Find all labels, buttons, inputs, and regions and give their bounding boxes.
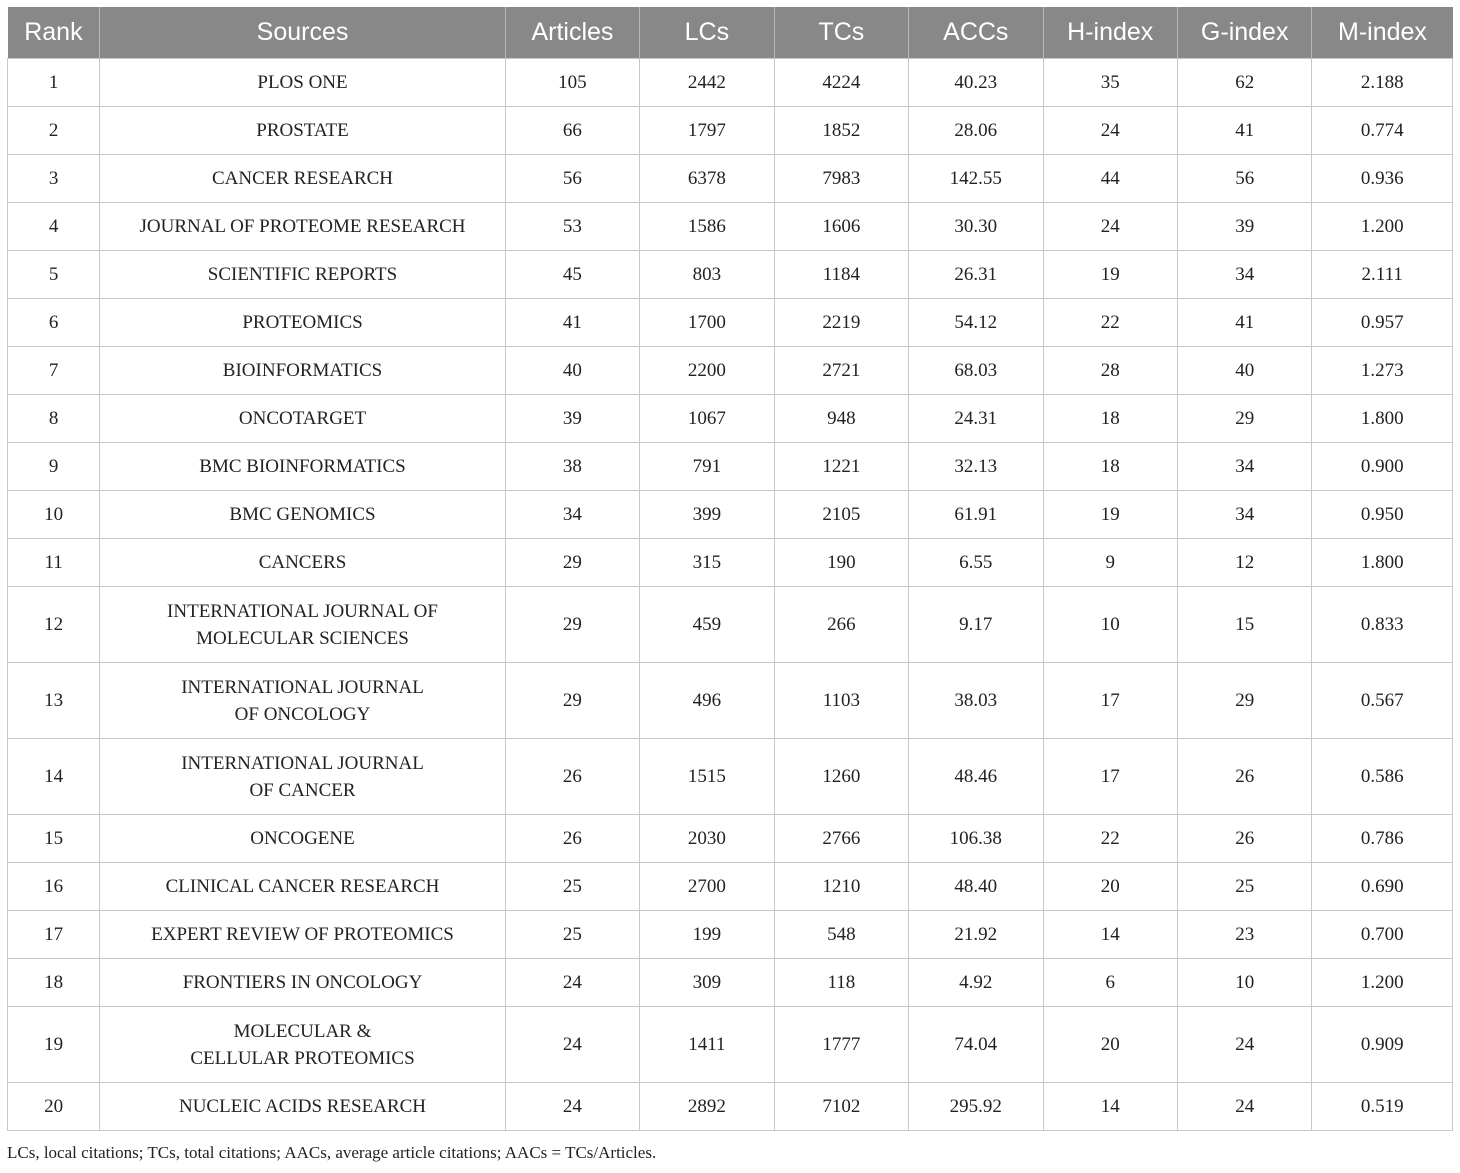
cell-rank: 16 (8, 863, 100, 911)
source-name-line: BIOINFORMATICS (222, 360, 383, 381)
cell-m-index: 1.200 (1312, 203, 1453, 251)
source-name-line: PROTEOMICS (242, 312, 363, 333)
cell-rank: 5 (8, 251, 100, 299)
cell-m-index: 0.900 (1312, 443, 1453, 491)
header-articles: Articles (505, 7, 639, 59)
cell-articles: 39 (505, 395, 639, 443)
table-row (8, 739, 1453, 815)
cell-g-index: 39 (1177, 203, 1311, 251)
source-name-line: CANCER RESEARCH (211, 168, 394, 189)
cell-source (100, 815, 505, 863)
cell-rank: 17 (8, 911, 100, 959)
cell-h-index: 24 (1043, 107, 1177, 155)
cell-rank: 14 (8, 739, 100, 815)
cell-articles: 34 (505, 491, 639, 539)
source-name-line: INTERNATIONAL JOURNAL OF (167, 600, 438, 622)
header-row (8, 7, 1453, 59)
cell-rank: 12 (8, 587, 100, 663)
cell-lcs: 1797 (640, 107, 774, 155)
cell-rank: 8 (8, 395, 100, 443)
cell-source (100, 1007, 505, 1083)
header-lcs: LCs (640, 7, 774, 59)
cell-articles: 66 (505, 107, 639, 155)
cell-tcs: 190 (774, 539, 908, 587)
cell-g-index: 12 (1177, 539, 1311, 587)
cell-h-index: 22 (1043, 299, 1177, 347)
source-name-line: OF CANCER (249, 779, 356, 801)
sources-table (7, 7, 1453, 1131)
source-name-line: OF ONCOLOGY (234, 703, 371, 725)
cell-g-index: 56 (1177, 155, 1311, 203)
source-name-line: MOLECULAR SCIENCES (196, 627, 409, 649)
cell-h-index: 22 (1043, 815, 1177, 863)
source-name-line: JOURNAL OF PROTEOME RESEARCH (139, 216, 466, 237)
cell-tcs: 7102 (774, 1083, 908, 1131)
cell-source (100, 347, 505, 395)
cell-source (100, 59, 505, 107)
cell-accs: 40.23 (909, 59, 1043, 107)
source-name-line: PLOS ONE (257, 72, 348, 93)
cell-h-index: 44 (1043, 155, 1177, 203)
cell-source (100, 491, 505, 539)
data-table-container (7, 7, 1453, 1131)
cell-lcs: 1411 (640, 1007, 774, 1083)
cell-g-index: 23 (1177, 911, 1311, 959)
cell-accs: 6.55 (909, 539, 1043, 587)
cell-rank: 20 (8, 1083, 100, 1131)
table-row (8, 59, 1453, 107)
cell-accs: 21.92 (909, 911, 1043, 959)
source-name-line: ONCOGENE (250, 828, 355, 849)
header-m-index: M-index (1312, 7, 1453, 59)
cell-m-index: 0.586 (1312, 739, 1453, 815)
source-name-line: BMC BIOINFORMATICS (199, 456, 406, 477)
table-row (8, 491, 1453, 539)
cell-articles: 40 (505, 347, 639, 395)
header-accs: ACCs (909, 7, 1043, 59)
cell-rank: 3 (8, 155, 100, 203)
cell-source (100, 299, 505, 347)
table-row (8, 1007, 1453, 1083)
cell-accs: 4.92 (909, 959, 1043, 1007)
cell-h-index: 6 (1043, 959, 1177, 1007)
cell-source (100, 107, 505, 155)
cell-lcs: 496 (640, 663, 774, 739)
table-row (8, 395, 1453, 443)
cell-source (100, 911, 505, 959)
cell-tcs: 118 (774, 959, 908, 1007)
cell-rank: 2 (8, 107, 100, 155)
cell-g-index: 41 (1177, 107, 1311, 155)
source-name-line: BMC GENOMICS (229, 504, 376, 525)
cell-g-index: 25 (1177, 863, 1311, 911)
table-row (8, 959, 1453, 1007)
cell-rank: 11 (8, 539, 100, 587)
cell-lcs: 2892 (640, 1083, 774, 1131)
cell-h-index: 14 (1043, 1083, 1177, 1131)
cell-g-index: 34 (1177, 251, 1311, 299)
cell-articles: 38 (505, 443, 639, 491)
header-sources: Sources (100, 7, 505, 59)
cell-h-index: 19 (1043, 491, 1177, 539)
cell-tcs: 1777 (774, 1007, 908, 1083)
cell-articles: 53 (505, 203, 639, 251)
cell-rank: 18 (8, 959, 100, 1007)
cell-m-index: 0.936 (1312, 155, 1453, 203)
cell-g-index: 29 (1177, 395, 1311, 443)
cell-lcs: 1700 (640, 299, 774, 347)
cell-rank: 19 (8, 1007, 100, 1083)
header-tcs: TCs (774, 7, 908, 59)
cell-tcs: 548 (774, 911, 908, 959)
cell-g-index: 26 (1177, 739, 1311, 815)
cell-tcs: 1606 (774, 203, 908, 251)
cell-accs: 38.03 (909, 663, 1043, 739)
cell-source (100, 739, 505, 815)
cell-m-index: 0.774 (1312, 107, 1453, 155)
cell-lcs: 6378 (640, 155, 774, 203)
cell-accs: 106.38 (909, 815, 1043, 863)
cell-articles: 25 (505, 911, 639, 959)
cell-lcs: 2700 (640, 863, 774, 911)
cell-tcs: 2721 (774, 347, 908, 395)
cell-h-index: 18 (1043, 443, 1177, 491)
cell-rank: 10 (8, 491, 100, 539)
cell-m-index: 0.700 (1312, 911, 1453, 959)
table-row (8, 203, 1453, 251)
cell-lcs: 791 (640, 443, 774, 491)
table-row (8, 107, 1453, 155)
cell-tcs: 2219 (774, 299, 908, 347)
cell-articles: 24 (505, 1083, 639, 1131)
table-row (8, 911, 1453, 959)
cell-h-index: 35 (1043, 59, 1177, 107)
cell-accs: 48.40 (909, 863, 1043, 911)
table-footnote: LCs, local citations; TCs, total citations; AACs, average article citations; AACs = TCs/Articles. (7, 1143, 657, 1162)
table-row (8, 299, 1453, 347)
cell-h-index: 28 (1043, 347, 1177, 395)
cell-rank: 6 (8, 299, 100, 347)
source-name-line: INTERNATIONAL JOURNAL (181, 676, 424, 698)
cell-lcs: 399 (640, 491, 774, 539)
table-header (8, 7, 1453, 59)
table-row (8, 539, 1453, 587)
source-name-line: ONCOTARGET (238, 408, 367, 429)
source-name-line: MOLECULAR & (233, 1020, 372, 1042)
cell-m-index: 1.273 (1312, 347, 1453, 395)
cell-rank: 7 (8, 347, 100, 395)
cell-lcs: 2442 (640, 59, 774, 107)
cell-lcs: 459 (640, 587, 774, 663)
header-h-index: H-index (1043, 7, 1177, 59)
cell-g-index: 15 (1177, 587, 1311, 663)
cell-articles: 26 (505, 815, 639, 863)
cell-h-index: 20 (1043, 863, 1177, 911)
cell-g-index: 34 (1177, 491, 1311, 539)
cell-source (100, 203, 505, 251)
cell-lcs: 803 (640, 251, 774, 299)
cell-source (100, 863, 505, 911)
cell-m-index: 0.909 (1312, 1007, 1453, 1083)
cell-accs: 28.06 (909, 107, 1043, 155)
cell-lcs: 309 (640, 959, 774, 1007)
cell-m-index: 0.690 (1312, 863, 1453, 911)
cell-articles: 29 (505, 539, 639, 587)
cell-tcs: 1852 (774, 107, 908, 155)
source-name-line: CELLULAR PROTEOMICS (190, 1047, 415, 1069)
cell-m-index: 1.800 (1312, 539, 1453, 587)
cell-articles: 26 (505, 739, 639, 815)
cell-g-index: 34 (1177, 443, 1311, 491)
table-row (8, 815, 1453, 863)
cell-g-index: 40 (1177, 347, 1311, 395)
cell-h-index: 17 (1043, 663, 1177, 739)
cell-accs: 74.04 (909, 1007, 1043, 1083)
cell-h-index: 10 (1043, 587, 1177, 663)
cell-source (100, 587, 505, 663)
cell-g-index: 41 (1177, 299, 1311, 347)
cell-accs: 30.30 (909, 203, 1043, 251)
cell-m-index: 0.833 (1312, 587, 1453, 663)
cell-lcs: 1067 (640, 395, 774, 443)
source-name-line: PROSTATE (256, 120, 349, 141)
source-name-line: NUCLEIC ACIDS RESEARCH (178, 1096, 427, 1117)
cell-h-index: 14 (1043, 911, 1177, 959)
cell-accs: 32.13 (909, 443, 1043, 491)
table-row (8, 251, 1453, 299)
cell-tcs: 1184 (774, 251, 908, 299)
cell-g-index: 26 (1177, 815, 1311, 863)
cell-m-index: 1.200 (1312, 959, 1453, 1007)
header-g-index: G-index (1177, 7, 1311, 59)
cell-accs: 26.31 (909, 251, 1043, 299)
cell-m-index: 0.519 (1312, 1083, 1453, 1131)
cell-source (100, 663, 505, 739)
source-name-line: INTERNATIONAL JOURNAL (181, 752, 424, 774)
cell-h-index: 20 (1043, 1007, 1177, 1083)
source-name-line: FRONTIERS IN ONCOLOGY (182, 972, 423, 993)
cell-accs: 24.31 (909, 395, 1043, 443)
cell-g-index: 24 (1177, 1083, 1311, 1131)
cell-tcs: 7983 (774, 155, 908, 203)
cell-rank: 4 (8, 203, 100, 251)
cell-source (100, 155, 505, 203)
cell-accs: 61.91 (909, 491, 1043, 539)
table-row (8, 347, 1453, 395)
cell-accs: 48.46 (909, 739, 1043, 815)
cell-articles: 24 (505, 959, 639, 1007)
cell-articles: 29 (505, 587, 639, 663)
cell-h-index: 19 (1043, 251, 1177, 299)
source-name-line: EXPERT REVIEW OF PROTEOMICS (151, 924, 454, 945)
source-name-line: CANCERS (258, 552, 347, 573)
cell-accs: 54.12 (909, 299, 1043, 347)
cell-m-index: 0.950 (1312, 491, 1453, 539)
table-body (8, 59, 1453, 1131)
cell-h-index: 17 (1043, 739, 1177, 815)
cell-accs: 142.55 (909, 155, 1043, 203)
cell-articles: 56 (505, 155, 639, 203)
table-row (8, 587, 1453, 663)
cell-tcs: 1260 (774, 739, 908, 815)
cell-h-index: 24 (1043, 203, 1177, 251)
cell-source (100, 395, 505, 443)
cell-g-index: 29 (1177, 663, 1311, 739)
source-name-line: CLINICAL CANCER RESEARCH (165, 876, 440, 897)
table-row (8, 443, 1453, 491)
cell-tcs: 948 (774, 395, 908, 443)
cell-source (100, 1083, 505, 1131)
cell-accs: 295.92 (909, 1083, 1043, 1131)
cell-m-index: 0.567 (1312, 663, 1453, 739)
cell-lcs: 315 (640, 539, 774, 587)
cell-rank: 13 (8, 663, 100, 739)
cell-rank: 15 (8, 815, 100, 863)
cell-lcs: 199 (640, 911, 774, 959)
cell-h-index: 9 (1043, 539, 1177, 587)
cell-articles: 41 (505, 299, 639, 347)
cell-tcs: 1221 (774, 443, 908, 491)
cell-tcs: 266 (774, 587, 908, 663)
cell-h-index: 18 (1043, 395, 1177, 443)
cell-tcs: 2766 (774, 815, 908, 863)
cell-source (100, 959, 505, 1007)
cell-source (100, 443, 505, 491)
header-rank: Rank (8, 7, 100, 59)
cell-m-index: 2.188 (1312, 59, 1453, 107)
cell-g-index: 24 (1177, 1007, 1311, 1083)
table-row (8, 155, 1453, 203)
cell-tcs: 2105 (774, 491, 908, 539)
cell-rank: 1 (8, 59, 100, 107)
cell-g-index: 62 (1177, 59, 1311, 107)
cell-lcs: 2200 (640, 347, 774, 395)
cell-m-index: 0.957 (1312, 299, 1453, 347)
cell-m-index: 0.786 (1312, 815, 1453, 863)
cell-articles: 24 (505, 1007, 639, 1083)
cell-m-index: 2.111 (1312, 251, 1453, 299)
table-row (8, 663, 1453, 739)
cell-rank: 9 (8, 443, 100, 491)
cell-accs: 9.17 (909, 587, 1043, 663)
cell-lcs: 1586 (640, 203, 774, 251)
cell-articles: 29 (505, 663, 639, 739)
cell-m-index: 1.800 (1312, 395, 1453, 443)
cell-articles: 105 (505, 59, 639, 107)
table-row (8, 1083, 1453, 1131)
cell-lcs: 2030 (640, 815, 774, 863)
cell-articles: 25 (505, 863, 639, 911)
cell-lcs: 1515 (640, 739, 774, 815)
cell-accs: 68.03 (909, 347, 1043, 395)
cell-tcs: 1210 (774, 863, 908, 911)
cell-g-index: 10 (1177, 959, 1311, 1007)
source-name-line: SCIENTIFIC REPORTS (207, 264, 398, 285)
cell-tcs: 4224 (774, 59, 908, 107)
table-row (8, 863, 1453, 911)
cell-source (100, 539, 505, 587)
cell-tcs: 1103 (774, 663, 908, 739)
cell-source (100, 251, 505, 299)
cell-articles: 45 (505, 251, 639, 299)
